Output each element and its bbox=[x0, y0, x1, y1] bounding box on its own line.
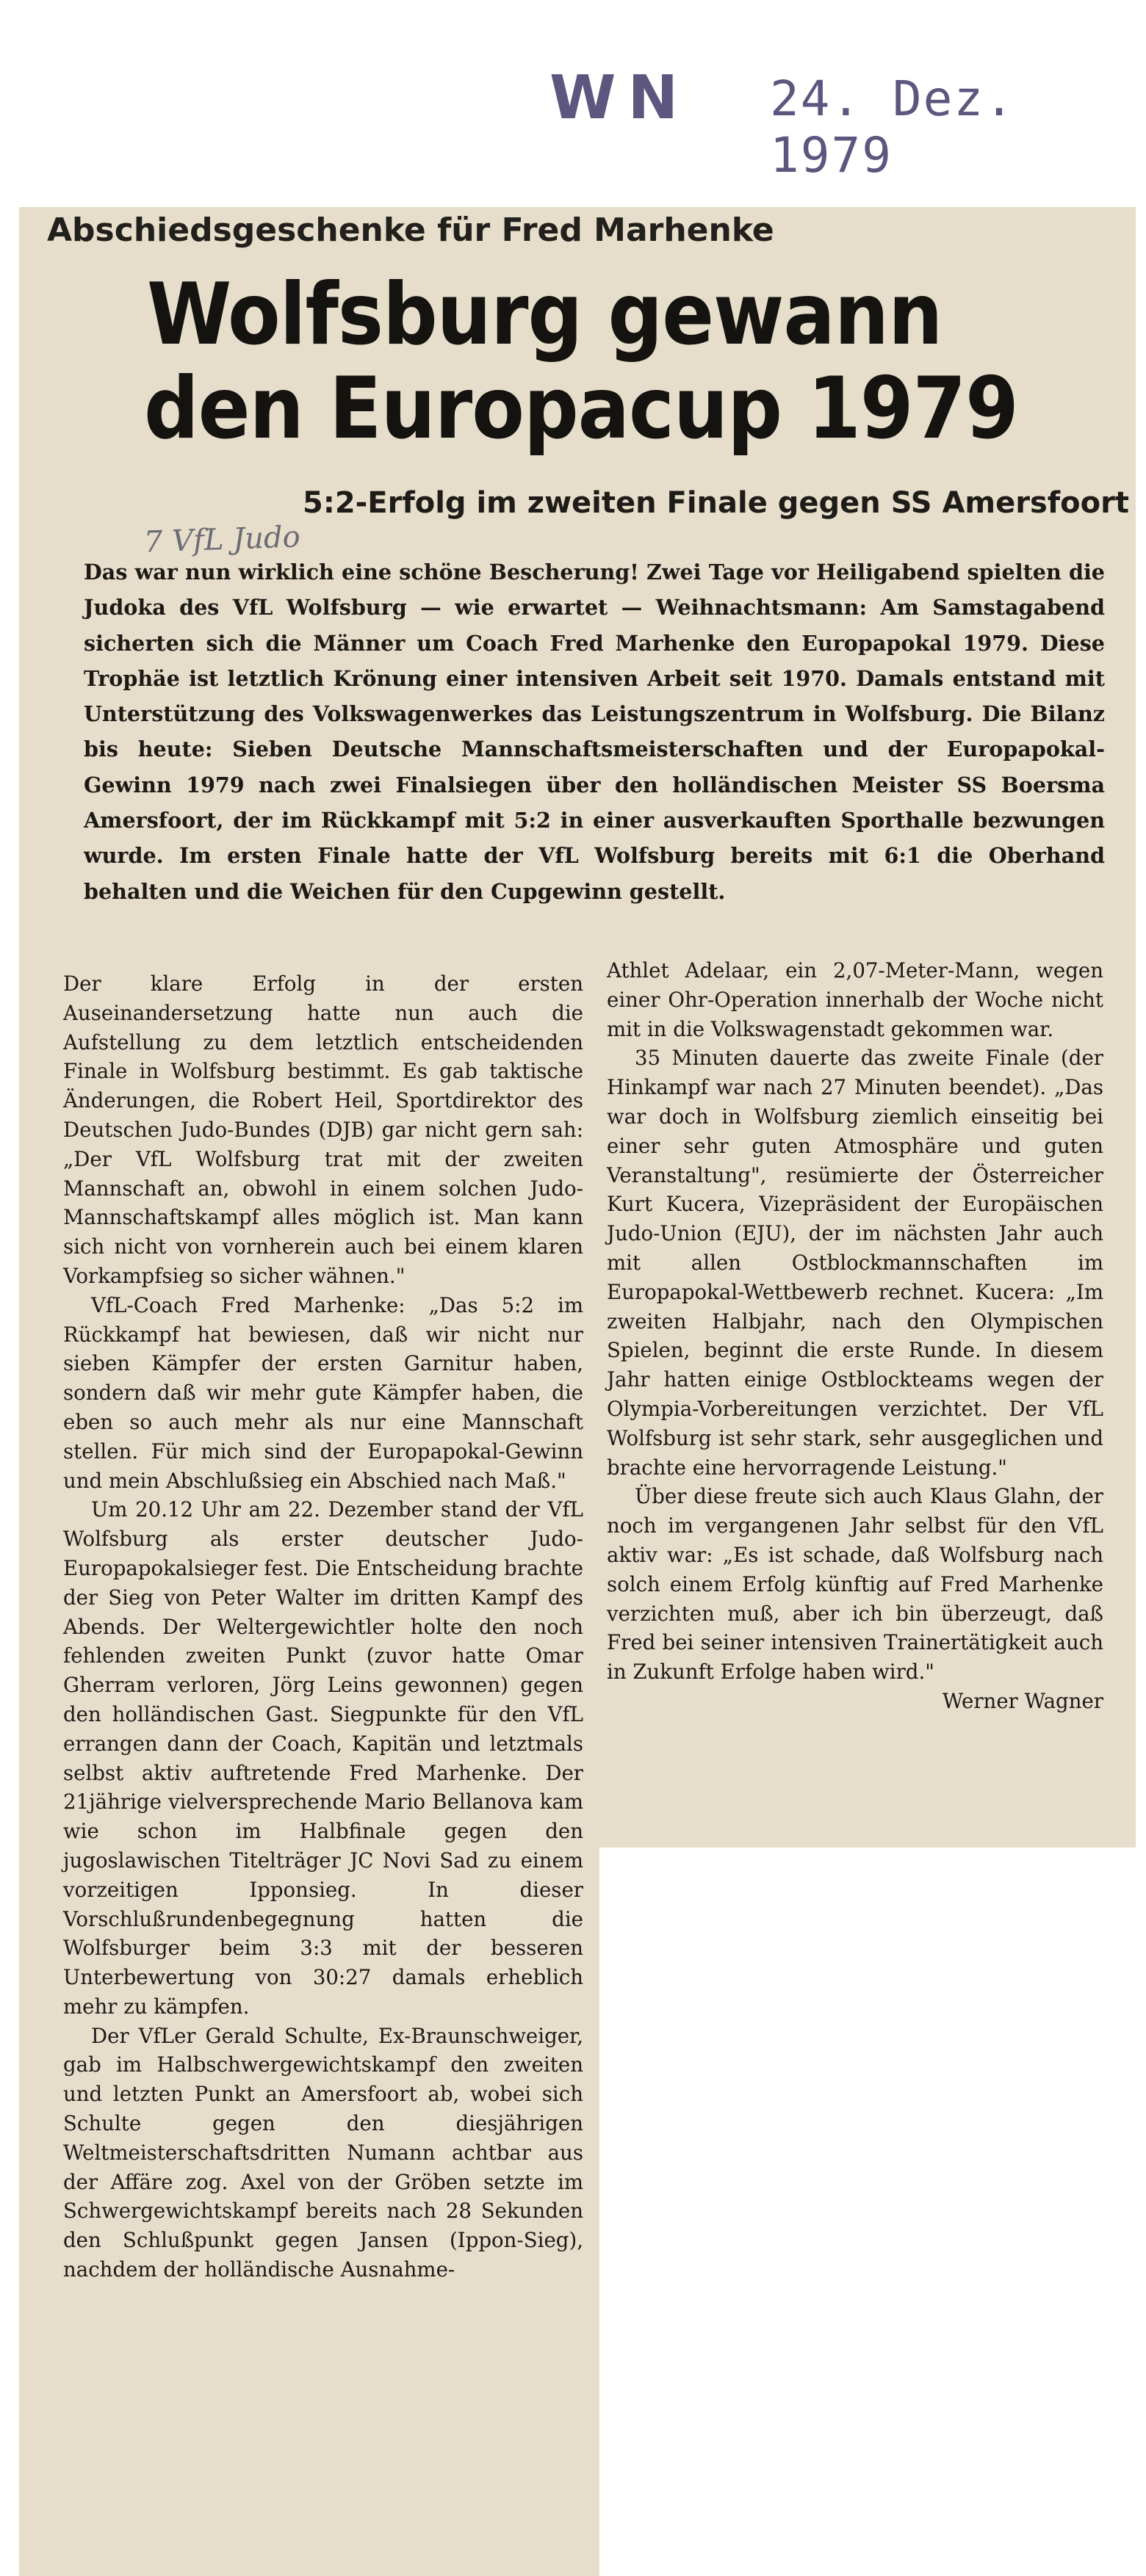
right-paragraph-1: Athlet Adelaar, ein 2,07-Meter-Mann, wegen einer Ohr-Operation innerhalb der Woche nicht mit in die Volkswagenstadt gekommen war. bbox=[607, 958, 1103, 1041]
archive-date-stamp bbox=[549, 63, 1064, 184]
left-paragraph-2: VfL-Coach Fred Marhenke: „Das 5:2 im Rückkampf hat bewiesen, daß wir nicht nur sieben Kämpfer der ersten Garnitur haben, sondern daß wir mehr gute Kämpfer haben, die eben so auch mehr als nur eine Mannschaft stellen. Für mich sind der Europapokal-Gewinn und mein Abschlußsieg ein Abschied nach Maß." bbox=[63, 1292, 583, 1493]
right-paragraph-3 bbox=[607, 1482, 1103, 1713]
left-paragraph-4: Der VfLer Gerald Schulte, Ex-Braunschweiger, gab im Halbschwergewichtskampf den zweiten und letzten Punkt an Amersfoort ab, wobei sich Schulte gegen den diesjährigen Weltmeisterschaftsdritten Numann achtbar aus der Affäre zog. Axel von der Gröben setzte im Schwergewichtskampf bereits nach 28 Sekunden den Schlußpunkt gegen Jansen (Ippon-Sieg), nachdem der holländische Ausnahme- bbox=[63, 2023, 583, 2282]
article-right-column bbox=[607, 956, 1103, 1716]
right-paragraph-2: 35 Minuten dauerte das zweite Finale (der Hinkampf war nach 27 Minuten beendet). „Das war doch in Wolfsburg ziemlich einseitig bei einer sehr guten Atmosphäre und guten Veranstaltung", resümierte der Österreicher Kurt Kucera, Vizepräsident der Europäischen Judo-Union (EJU), der im nächsten Jahr auch mit allen Ostblockmannschaften im Europapokal-Wettbewerb rechnet. Kucera: „Im zweiten Halbjahr, nach den Olympischen Spielen, beginnt die erste Runde. In diesem Jahr hatten einige Ostblockteams wegen der Olympia-Vorbereitungen verzichtet. Der VfL Wolfsburg ist sehr stark, sehr ausgeglichen und brachte eine hervorragende Leistung." bbox=[607, 1046, 1103, 1480]
left-paragraph-1: Der klare Erfolg in der ersten Auseinandersetzung hatte nun auch die Aufstellung zu dem letztlich entscheidenden Finale in Wolfsburg bestimmt. Es gab taktische Änderungen, die Robert Heil, Sportdirektor des Deutschen Judo-Bundes (DJB) gar nicht gern sah: „Der VfL Wolfsburg trat mit der zweiten Mannschaft an, obwohl in einem solchen Judo-Mannschaftskampf alles möglich ist. Man kann sich nicht von vornherein auch bei einem klaren Vorkampfsieg so sicher wähnen." bbox=[63, 972, 583, 1288]
headline-line-2: den Europacup 1979 bbox=[144, 359, 1018, 458]
article-subhead: 5:2-Erfolg im zweiten Finale gegen SS Amersfoort bbox=[303, 486, 1129, 520]
stamp-source: WN bbox=[549, 63, 691, 133]
stamp-date: 24. Dez. 1979 bbox=[770, 70, 1015, 184]
article-left-column bbox=[63, 969, 583, 2284]
article-lead-paragraph: Das war nun wirklich eine schöne Bescherung! Zwei Tage vor Heiligabend spielten die Judoka des VfL Wolfsburg — wie erwartet — Weihnachtsmann: Am Samstagabend sicherten sich die Männer um Coach Fred Marhenke den Europapokal 1979. Diese Trophäe ist letztlich Krönung einer intensiven Arbeit seit 1970. Damals entstand mit Unterstützung des Volkswagenwerkes das Leistungszentrum in Wolfsburg. Die Bilanz bis heute: Sieben Deutsche Mannschaftsmeisterschaften und der Europapokal-Gewinn 1979 nach zwei Finalsiegen über den holländischen Meister SS Boersma Amersfoort, der im Rückkampf mit 5:2 in einer ausverkauften Sporthalle bezwungen wurde. Im ersten Finale hatte der VfL Wolfsburg bereits mit 6:1 die Oberhand behalten und die Weichen für den Cupgewinn gestellt. bbox=[84, 560, 1105, 904]
left-paragraph-3: Um 20.12 Uhr am 22. Dezember stand der VfL Wolfsburg als erster deutscher Judo-Europapokalsieger fest. Die Entscheidung brachte der Sieg von Peter Walter im dritten Kampf des Abends. Der Weltergewichtler holte den noch fehlenden zweiten Punkt (zuvor hatte Omar Gherram verloren, Jörg Leins gewonnen) gegen den holländischen Gast. Siegpunkte für den VfL errangen dann der Coach, Kapitän und letztmals selbst aktiv auftretende Fred Marhenke. Der 21jährige vielversprechende Mario Bellanova kam wie schon im Halbfinale gegen den jugoslawischen Titelträger JC Novi Sad zu einem vorzeitigen Ipponsieg. In dieser Vorschlußrundenbegegnung hatten die Wolfsburger beim 3:3 mit der besseren Unterbewertung von 30:27 damals erheblich mehr zu kämpfen. bbox=[63, 1497, 583, 2019]
article-headline bbox=[144, 265, 1043, 458]
article-author: Werner Wagner bbox=[942, 1688, 1103, 1713]
article-kicker: Abschiedsgeschenke für Fred Marhenke bbox=[47, 211, 774, 249]
headline-line-1: Wolfsburg gewann bbox=[147, 265, 943, 364]
handwritten-note: 7 VfL Judo bbox=[143, 520, 301, 560]
right-paragraph-3-text: Über diese freute sich auch Klaus Glahn, der noch im vergangenen Jahr selbst für den VfL aktiv war: „Es ist schade, daß Wolfsburg nach solch einem Erfolg künftig auf Fred Marhenke verzichten muß, aber ich bin überzeugt, daß Fred bei seiner intensiven Trainertätigkeit auch in Zukunft Erfolge haben wird." bbox=[607, 1484, 1103, 1685]
